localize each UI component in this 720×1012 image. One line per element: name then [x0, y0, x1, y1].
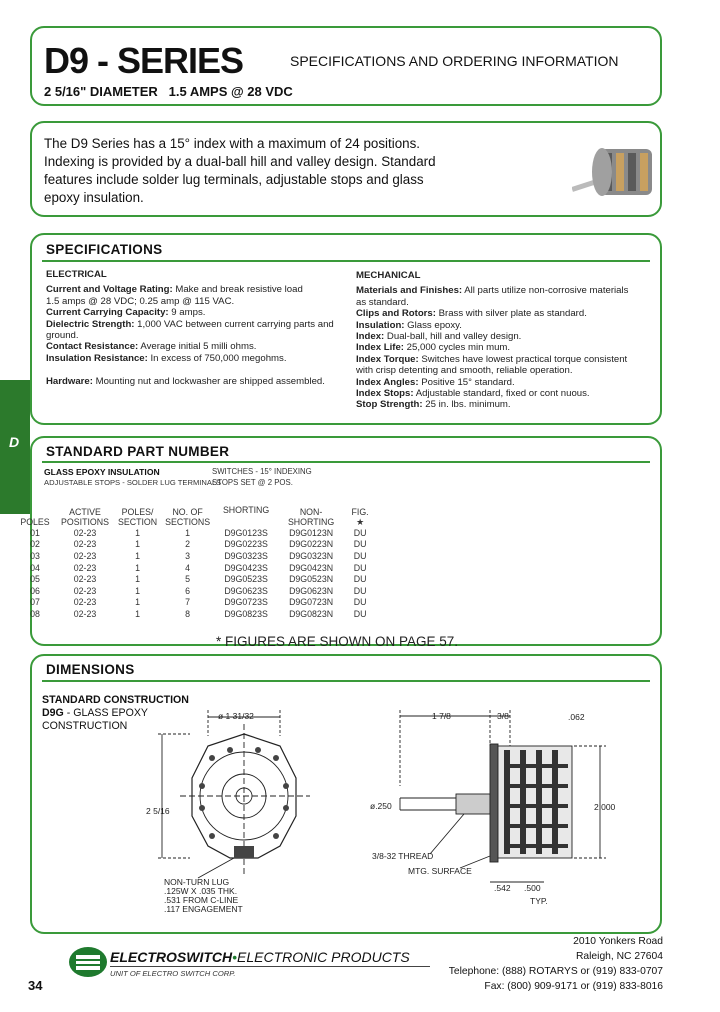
- dim-2000-label: 2.000: [594, 802, 616, 812]
- series-title: D9 - SERIES: [44, 40, 244, 81]
- table-cell: 8: [185, 608, 191, 619]
- part-number-table: [14, 505, 376, 620]
- mechanical-item: [356, 285, 656, 296]
- mechanical-item-label: Materials and Finishes:: [356, 285, 463, 297]
- part-number-rule: [42, 461, 650, 463]
- hardware-text: Mounting nut and lockwasher are shipped assembled.: [92, 376, 325, 388]
- section-tab-letter: D: [9, 434, 20, 450]
- table-cell: 4: [185, 562, 191, 573]
- shaft-diameter-label: ø.250: [370, 801, 392, 811]
- table-row: [14, 550, 376, 562]
- electrical-item-text: 1,000 VAC between current carrying parts and: [134, 318, 334, 330]
- brand-name: ELECTROSWITCH: [110, 949, 233, 965]
- terminal-lug: [199, 783, 205, 789]
- footer-telephone: Telephone: (888) ROTARYS or (919) 833-0707: [448, 966, 663, 977]
- table-cell: 05: [30, 574, 40, 585]
- table-cell: 02-23: [73, 562, 97, 573]
- mechanical-item-label: Stop Strength:: [356, 399, 423, 411]
- table-cell: D9G0823N: [289, 608, 334, 619]
- electroswitch-logo-icon: [68, 946, 108, 978]
- hardware-label: Hardware:: [46, 376, 93, 388]
- table-cell: 02-23: [73, 574, 97, 585]
- mechanical-item-text: 25 in. lbs. minimum.: [422, 399, 511, 411]
- side-view-drawing: [360, 706, 620, 916]
- electrical-item: [46, 353, 346, 364]
- terminal-lug: [283, 783, 289, 789]
- footer-address-line1: 2010 Yonkers Road: [573, 936, 663, 947]
- mechanical-item-label: Index:: [356, 331, 385, 343]
- dim-178-label: 1 7/8: [432, 711, 451, 721]
- electrical-item-text: Average initial 5 milli ohms.: [138, 341, 257, 353]
- wafer-section: [504, 750, 510, 854]
- mechanical-item-label: Index Angles:: [356, 376, 419, 388]
- mechanical-item: [356, 342, 656, 353]
- table-cell: 02: [30, 539, 40, 550]
- mechanical-item-text: with crisp detenting and smooth, reliable operation.: [356, 365, 573, 377]
- table-header-cell: NO. OF SECTIONS: [165, 507, 211, 527]
- lug-row: [510, 784, 568, 788]
- model-code: D9G: [42, 707, 64, 719]
- lower-tab: [234, 846, 254, 858]
- typ-label: TYP.: [530, 896, 548, 906]
- table-cell: 1: [135, 550, 140, 561]
- table-cell: 02-23: [73, 597, 97, 608]
- mechanical-item-label: Index Life:: [356, 342, 404, 354]
- mounting-plate: [490, 744, 498, 862]
- thread-leader: [430, 814, 464, 854]
- table-cell: D9G0523N: [289, 574, 334, 585]
- header-panel: [30, 26, 662, 106]
- brand-products: ELECTRONIC PRODUCTS: [237, 949, 410, 965]
- footer-rule: [110, 966, 430, 967]
- series-spec-line: 2 5/16" DIAMETER 1.5 AMPS @ 28 VDC: [44, 84, 293, 99]
- mechanical-item: [356, 297, 656, 308]
- mechanical-item: [356, 320, 656, 331]
- mechanical-item-text: Switches have lowest practical torque consistent: [418, 353, 628, 365]
- dim-062-label: .062: [568, 712, 585, 722]
- table-cell: DU: [353, 597, 367, 608]
- table-cell: 1: [135, 527, 140, 538]
- electrical-item-label: Dielectric Strength:: [46, 318, 135, 330]
- table-cell: DU: [353, 585, 367, 596]
- mechanical-item-label: Clips and Rotors:: [356, 308, 436, 320]
- table-header-cell: FIG. ★: [351, 507, 369, 527]
- mechanical-item-text: All parts utilize non-corrosive materials: [462, 285, 629, 297]
- dimensions-title: DIMENSIONS: [46, 662, 135, 677]
- table-cell: D9G0423S: [224, 562, 268, 573]
- table-cell: D9G0723N: [289, 597, 334, 608]
- table-header-cell: POLES: [20, 517, 50, 527]
- dim-542-label: .542: [494, 883, 511, 893]
- terminal-lug: [255, 747, 261, 753]
- table-cell: 02-23: [73, 608, 97, 619]
- table-cell: D9G0123S: [224, 527, 268, 538]
- page-number: 34: [28, 978, 43, 993]
- table-cell: 1: [185, 527, 191, 538]
- table-row: [14, 562, 376, 574]
- nonturn-engagement-label: .117 ENGAGEMENT: [164, 904, 243, 914]
- dimensions-rule: [42, 680, 650, 682]
- table-cell: D9G0523S: [224, 574, 268, 585]
- mechanical-item-text: Dual-ball, hill and valley design.: [384, 331, 522, 343]
- nonturn-leader: [198, 858, 234, 878]
- terminal-lug: [199, 805, 205, 811]
- specifications-title: SPECIFICATIONS: [46, 242, 163, 257]
- mechanical-column: [356, 270, 656, 411]
- table-cell: 3: [185, 550, 191, 561]
- brand-bullet: •: [232, 949, 238, 965]
- table-cell: 1: [135, 539, 140, 550]
- electrical-item-label: Insulation Resistance:: [46, 352, 148, 364]
- terminal-lug: [273, 755, 279, 761]
- electrical-item: [46, 296, 346, 307]
- table-cell: 02-23: [73, 585, 97, 596]
- table-cell: 02-23: [73, 539, 97, 550]
- mechanical-item-text: as standard.: [356, 296, 409, 308]
- table-cell: D9G0223N: [289, 539, 334, 550]
- table-cell: D9G0623N: [289, 585, 334, 596]
- table-cell: 08: [30, 608, 40, 619]
- table-cell: 06: [30, 585, 40, 596]
- table-cell: D9G0323N: [289, 550, 334, 561]
- table-header-row: [14, 505, 376, 527]
- table-cell: D9G0423N: [289, 562, 334, 573]
- mechanical-item: [356, 388, 656, 399]
- electrical-heading: ELECTRICAL: [46, 269, 107, 280]
- lug-row: [510, 764, 568, 768]
- mechanical-item: [356, 377, 656, 388]
- table-cell: D9G0723S: [224, 597, 268, 608]
- terminal-lug: [273, 833, 279, 839]
- table-cell: 1: [135, 574, 140, 585]
- mechanical-item: [356, 308, 656, 319]
- table-row: [14, 573, 376, 585]
- table-header-cell: SHORTING: [222, 505, 270, 515]
- electrical-item-text: ground.: [46, 330, 79, 342]
- table-header-cell: ACTIVE POSITIONS: [61, 507, 109, 527]
- table-header-cell: POLES/ SECTION: [118, 507, 158, 527]
- insulation-subheading: ADJUSTABLE STOPS - SOLDER LUG TERMINALS: [44, 478, 222, 487]
- lug-row: [510, 844, 568, 848]
- table-row: [14, 585, 376, 597]
- table-cell: D9G0623S: [224, 585, 268, 596]
- model-desc: - GLASS EPOXY: [63, 707, 148, 719]
- intro-text: [44, 135, 436, 207]
- table-cell: DU: [353, 550, 367, 561]
- table-cell: 6: [185, 585, 191, 596]
- mtg-surface-label: MTG. SURFACE: [408, 866, 472, 876]
- electrical-item-text: Make and break resistive load: [172, 284, 303, 296]
- stops-heading: STOPS SET @ 2 POS.: [212, 478, 293, 487]
- mechanical-item-text: Glass epoxy.: [404, 319, 462, 331]
- thread-label: 3/8-32 THREAD: [372, 851, 434, 861]
- nonturn-offset-label: .531 FROM C-LINE: [164, 895, 239, 905]
- diameter-label: ø 1 31/32: [218, 711, 254, 721]
- mechanical-item: [356, 399, 656, 410]
- table-cell: 1: [135, 585, 140, 596]
- switches-heading: SWITCHES - 15° INDEXING: [212, 467, 312, 476]
- footer-unit: UNIT OF ELECTRO SWITCH CORP.: [110, 969, 236, 978]
- table-cell: D9G0123N: [289, 527, 334, 538]
- table-cell: 1: [135, 597, 140, 608]
- electrical-item: [46, 284, 346, 295]
- table-cell: DU: [353, 608, 367, 619]
- table-cell: 02-23: [73, 527, 97, 538]
- mechanical-item-label: Insulation:: [356, 319, 405, 331]
- mechanical-heading: MECHANICAL: [356, 270, 421, 281]
- mechanical-item-label: Index Torque:: [356, 353, 419, 365]
- table-cell: 1: [135, 608, 140, 619]
- part-number-title: STANDARD PART NUMBER: [46, 444, 230, 459]
- footer-brand: [110, 949, 410, 965]
- mechanical-item-label: Index Stops:: [356, 388, 414, 400]
- intro-line: The D9 Series has a 15° index with a maximum of 24 positions.: [44, 136, 421, 151]
- intro-line: epoxy insulation.: [44, 190, 144, 205]
- table-cell: DU: [353, 562, 367, 573]
- construction-model: [42, 707, 148, 719]
- table-cell: 03: [30, 550, 40, 561]
- section-tab: [0, 380, 30, 514]
- electrical-item: [46, 307, 346, 318]
- electrical-item-text: 9 amps.: [168, 307, 206, 319]
- table-cell: 5: [185, 574, 191, 585]
- nonturn-size-label: .125W X .035 THK.: [164, 886, 238, 896]
- table-cell: D9G0223S: [224, 539, 268, 550]
- table-cell: 7: [185, 597, 191, 608]
- table-cell: D9G0323S: [224, 550, 268, 561]
- table-row: [14, 527, 376, 539]
- nonturn-label: NON-TURN LUG: [164, 877, 230, 887]
- table-cell: DU: [353, 539, 367, 550]
- mechanical-item-text: Positive 15° standard.: [418, 376, 515, 388]
- table-cell: DU: [353, 527, 367, 538]
- hardware-item: [46, 376, 346, 387]
- electrical-item: [46, 319, 346, 330]
- switch-photo: [572, 129, 662, 211]
- height-label: 2 5/16: [146, 806, 170, 816]
- dim-38-label: 3/8: [497, 711, 509, 721]
- specifications-rule: [42, 260, 650, 262]
- mechanical-item: [356, 331, 656, 342]
- figures-note: * FIGURES ARE SHOWN ON PAGE 57.: [216, 634, 459, 649]
- intro-line: features include solder lug terminals, adjustable stops and glass: [44, 172, 424, 187]
- terminal-lug: [283, 805, 289, 811]
- terminal-lug: [209, 755, 215, 761]
- insulation-heading: GLASS EPOXY INSULATION: [44, 467, 160, 477]
- mechanical-item-text: 25,000 cycles min mum.: [403, 342, 511, 354]
- footer-address-line2: Raleigh, NC 27604: [575, 951, 663, 962]
- mechanical-item: [356, 354, 656, 365]
- electrical-item-text: 1.5 amps @ 28 VDC; 0.25 amp @ 115 VAC.: [46, 295, 235, 307]
- table-cell: D9G0823S: [224, 608, 268, 619]
- table-cell: 07: [30, 597, 40, 608]
- mechanical-item-text: Brass with silver plate as standard.: [435, 308, 587, 320]
- mechanical-item-text: Adjustable standard, fixed or cont nuous.: [413, 388, 590, 400]
- mechanical-item: [356, 365, 656, 376]
- table-row: [14, 597, 376, 609]
- electrical-item: [46, 330, 346, 341]
- construction-heading: STANDARD CONSTRUCTION: [42, 694, 189, 706]
- terminal-lug: [227, 747, 233, 753]
- series-subtitle: SPECIFICATIONS AND ORDERING INFORMATION: [290, 53, 619, 69]
- bushing: [456, 794, 490, 814]
- footer-fax: Fax: (800) 909-9171 or (919) 833-8016: [484, 981, 663, 992]
- intro-line: Indexing is provided by a dual-ball hill and valley design. Standard: [44, 154, 436, 169]
- table-cell: 02-23: [73, 550, 97, 561]
- lug-row: [510, 804, 568, 808]
- table-cell: 04: [30, 562, 40, 573]
- table-cell: 2: [185, 539, 191, 550]
- electrical-item: [46, 341, 346, 352]
- dim-500-label: .500: [524, 883, 541, 893]
- table-cell: 1: [135, 562, 140, 573]
- table-header-cell: NON- SHORTING: [287, 507, 335, 527]
- electrical-column: [46, 269, 346, 388]
- table-row: [14, 608, 376, 620]
- electrical-item-text: In excess of 750,000 megohms.: [147, 352, 287, 364]
- electrical-item-label: Current Carrying Capacity:: [46, 307, 169, 319]
- electrical-item-label: Contact Resistance:: [46, 341, 139, 353]
- table-cell: 01: [30, 527, 40, 538]
- table-row: [14, 539, 376, 551]
- electrical-item-label: Current and Voltage Rating:: [46, 284, 173, 296]
- terminal-lug: [209, 833, 215, 839]
- lug-row: [510, 824, 568, 828]
- construction-label: CONSTRUCTION: [42, 720, 128, 732]
- table-cell: DU: [353, 574, 367, 585]
- specifications-panel: [30, 233, 662, 425]
- intro-panel: [30, 121, 662, 217]
